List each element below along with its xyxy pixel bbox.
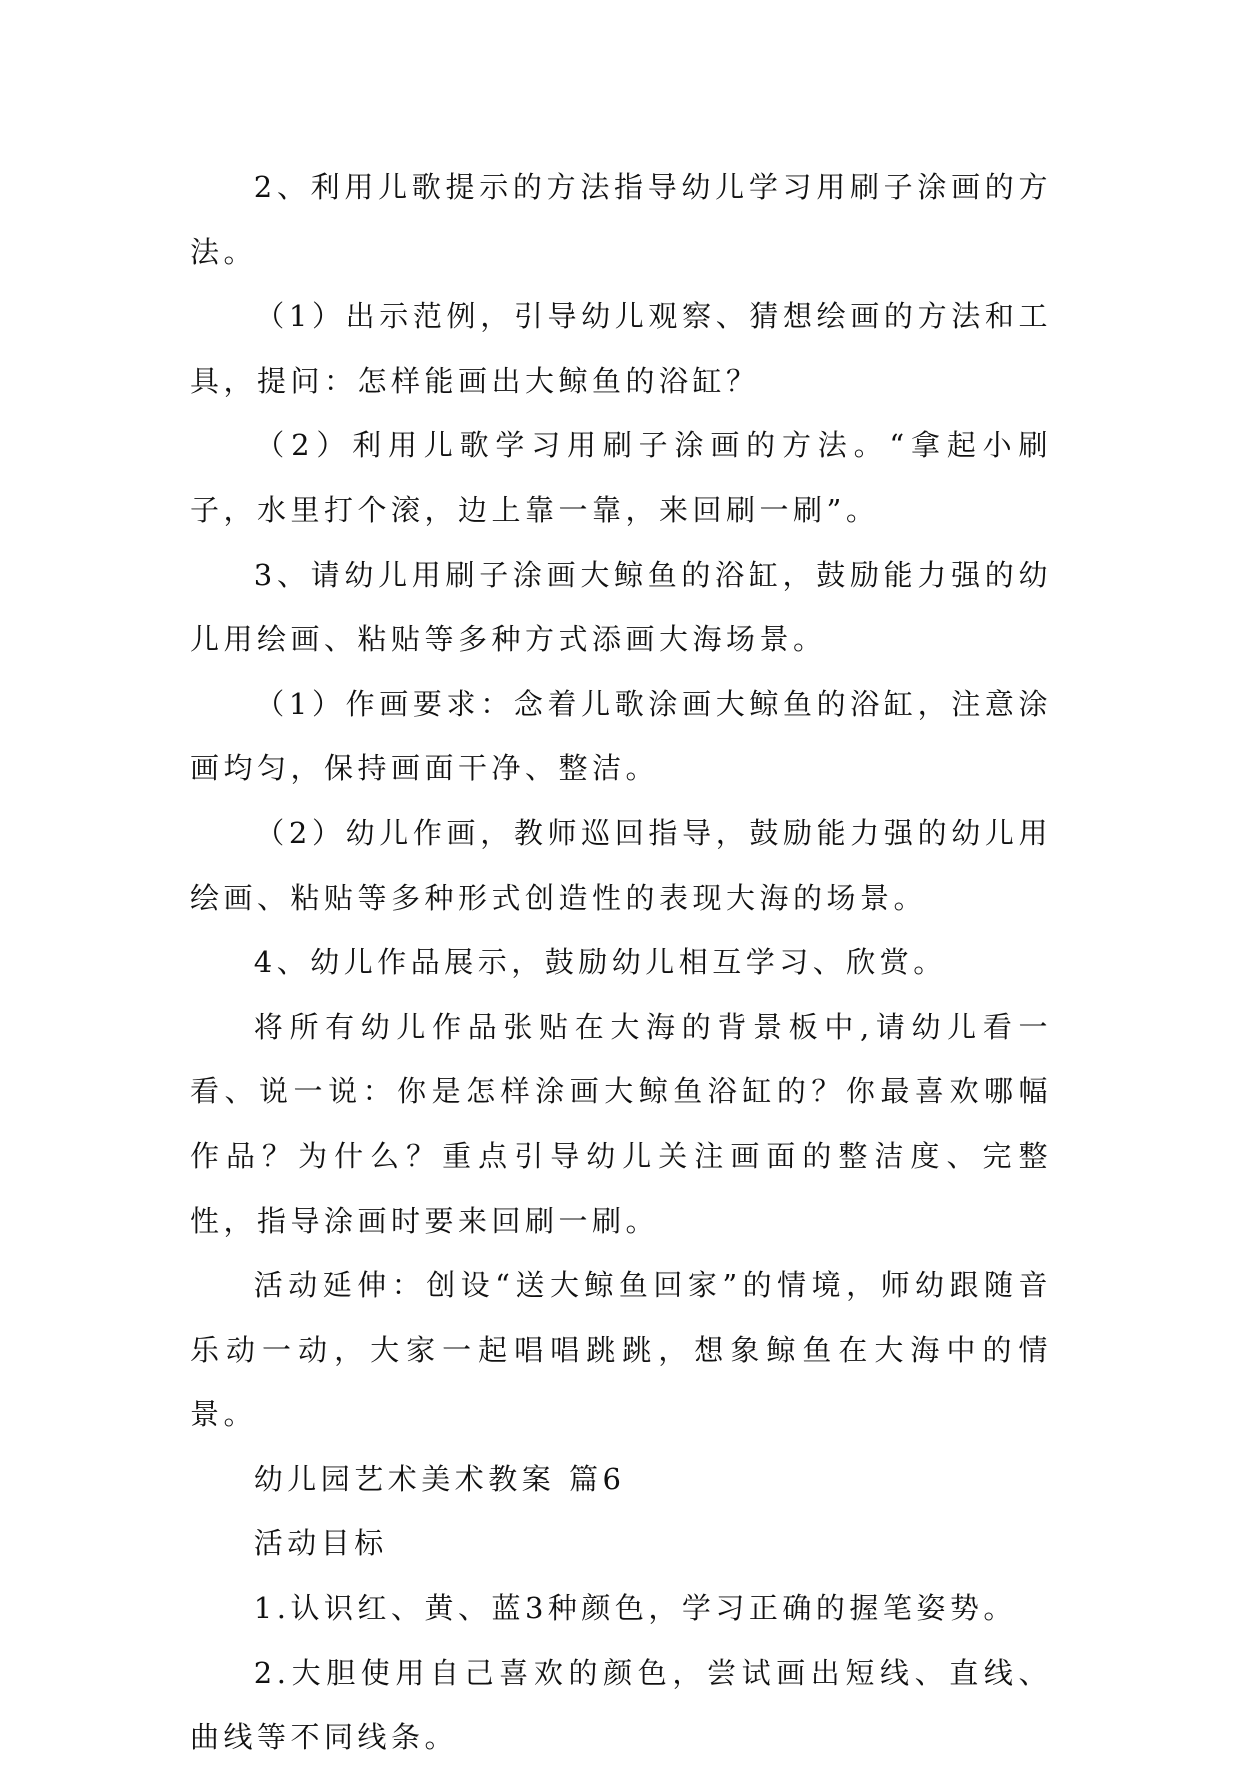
paragraph-extension: 活动延伸：创设“送大鲸鱼回家”的情境，师幼跟随音乐动一动，大家一起唱唱跳跳，想象鲸鱼在大海中的情景。 xyxy=(190,1268,1052,1432)
document-body xyxy=(190,155,1052,1770)
paragraph-step-2-1: （1）出示范例，引导幼儿观察、猜想绘画的方法和工具，提问：怎样能画出大鲸鱼的浴缸？ xyxy=(190,299,1052,398)
section-heading: 幼儿园艺术美术教案 篇6 xyxy=(253,1461,626,1496)
goal-item-1: 1.认识红、黄、蓝3种颜色，学习正确的握笔姿势。 xyxy=(253,1591,1017,1626)
paragraph-display: 将所有幼儿作品张贴在大海的背景板中,请幼儿看一看、说一说：你是怎样涂画大鲸鱼浴缸的？你最喜欢哪幅作品？为什么？重点引导幼儿关注画面的整洁度、完整性，指导涂画时要来回刷一刷。 xyxy=(190,1009,1052,1238)
paragraph-step-3-1: （1）作画要求：念着儿歌涂画大鲸鱼的浴缸，注意涂画均匀，保持画面干净、整洁。 xyxy=(190,686,1052,786)
subheading-goals: 活动目标 xyxy=(253,1526,388,1561)
paragraph-step-2: 2、利用儿歌提示的方法指导幼儿学习用刷子涂画的方法。 xyxy=(190,170,1052,269)
paragraph-step-3-2: （2）幼儿作画，教师巡回指导，鼓励能力强的幼儿用绘画、粘贴等多种形式创造性的表现大海的场景。 xyxy=(190,815,1052,915)
paragraph-step-3: 3、请幼儿用刷子涂画大鲸鱼的浴缸，鼓励能力强的幼儿用绘画、粘贴等多种方式添画大海场景。 xyxy=(190,557,1052,657)
goal-item-2: 2.大胆使用自己喜欢的颜色，尝试画出短线、直线、曲线等不同线条。 xyxy=(190,1655,1052,1755)
paragraph-step-4: 4、幼儿作品展示，鼓励幼儿相互学习、欣赏。 xyxy=(253,945,947,980)
paragraph-step-2-2: （2）利用儿歌学习用刷子涂画的方法。“拿起小刷子，水里打个滚，边上靠一靠，来回刷一刷”。 xyxy=(190,428,1052,527)
